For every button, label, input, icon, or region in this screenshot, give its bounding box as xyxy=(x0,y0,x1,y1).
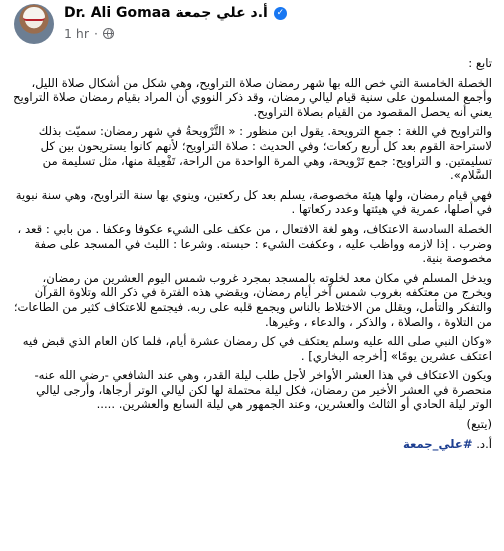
author-row xyxy=(64,5,287,21)
post-paragraph-8: ويكون الاعتكاف في هذا العشر الأواخر لأجل طلب ليلة القدر، وهي عند الشافعي -رضي الله عنه- منحصرة في العشر الأخير من رمضان، فكل ليلة محتملة لها لكن ليالي الوتر أرجاها، وأرجى ليالي الوتر ليلة الحادي أو الثالث والعشرين، وعند الجمهور هي ليلة السابع والعشرين. ..... xyxy=(34,368,492,412)
post-paragraph-1: تابع : xyxy=(468,56,492,70)
post-paragraph-4: فهي قيام رمضان، ولها هيئة مخصوصة، يسلم بعد كل ركعتين، وينوي بها سنة التراويح، وهي سنة نبوية في أصلها، عمرية في هيئتها وعدد ركعاتها . xyxy=(15,187,492,217)
post-paragraph-2: الخصلة الخامسة التي خص الله بها شهر رمضان صلاة التراويح، وهي شكل من أشكال صلاة الليل، وأجمع المسلمون على سنية قيام ليالي رمضان، وقد ذكر النووي أن المراد بقيام رمضان صلاة التراويح يعني أنه يحصل المقصود من القيام بصلاة التراويح. xyxy=(13,75,492,119)
post-paragraph-5: الخصلة السادسة الاعتكاف، وهو لغة الافتعال ، من عكف على الشيء عكوفا وعكفا . من بابي : قعد ، وضرب . إذا لازمه وواظب عليه ، وعكفت الشيء : حبسته. وشرعا : اللبث في المسجد على صفة مخصوصة بنية. xyxy=(17,221,492,266)
signature-prefix: أ.د. xyxy=(476,436,492,451)
post-paragraph-9: (يتبع) xyxy=(466,417,492,432)
hashtag-link[interactable]: #علي_جمعة xyxy=(402,436,473,451)
post-time[interactable]: 1 hr xyxy=(64,26,89,41)
post-paragraph-7: «وكان النبي صلى الله عليه وسلم يعتكف في كل رمضان عشرة أيام، فلما كان العام الذي قبض فيه اعتكف عشرين يومًا» [أخرجه البخاري] . xyxy=(22,334,492,363)
post-body xyxy=(12,56,492,544)
meta-separator: · xyxy=(94,26,98,41)
verified-badge-icon: ✓ xyxy=(274,7,287,20)
post-meta xyxy=(64,26,114,41)
globe-icon xyxy=(103,28,114,39)
post-signature xyxy=(12,437,492,452)
author-avatar[interactable] xyxy=(14,4,54,44)
author-name[interactable]: Dr. Ali Gomaa أ.د علي جمعة xyxy=(64,5,268,21)
post-paragraph-3: والتراويح في اللغة : جمع الترويحة. يقول ابن منظور : « التَّرْويحةُ في شهر رمضان: سميّت بذلك لاستراحة القوم بعد كل أربع ركعات؛ وفي الحديث : صلاة التراويح؛ لأنهم كانوا يستريحون بين كل تسليمتين. و التراويح: جمع تَرْويحة، وهي المرة الواحدة من الراحة، تَفْعِيلة منها، مثل تسليمة من السَّلام». xyxy=(38,124,492,183)
post-paragraph-6: ويدخل المسلم في مكان معد لخلوته بالمسجد بمجرد غروب شمس اليوم العشرين من رمضان، ويخرج من معتكفه بغروب شمس آخر أيام رمضان، ويقضي هذه الفترة في ذكر الله وتلاوة القرآن والتفكر والتأمل، ويقلل من الاختلاط بالناس ويجمع قلبه على ربه. فيجتمع للاعتكاف كثير من الطاعات؛ من التلاوة ، والصلاة ، والذكر ، والدعاء ، وغيرها. xyxy=(13,270,492,329)
post-header xyxy=(0,0,504,56)
